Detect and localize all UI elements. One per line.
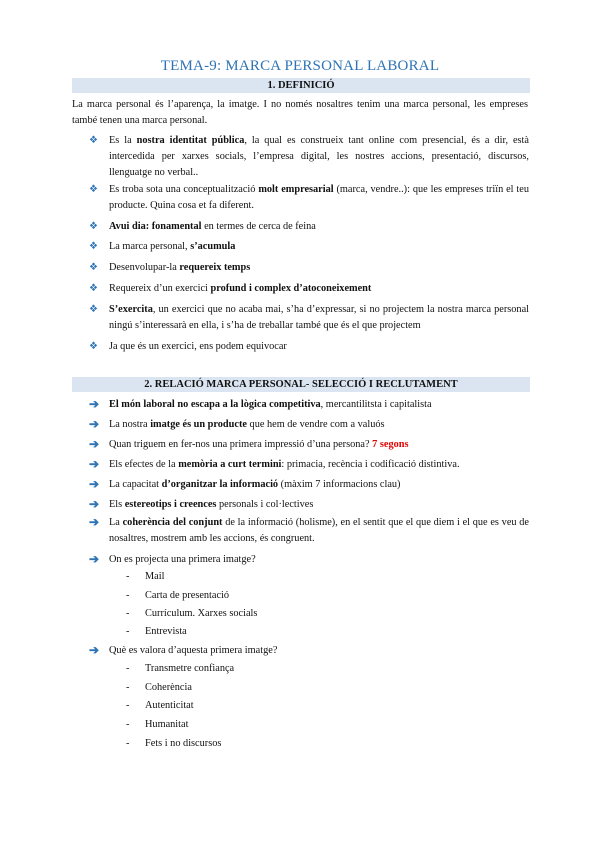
page-title: TEMA-9: MARCA PERSONAL LABORAL — [160, 58, 440, 74]
intro-paragraph: La marca personal és l’aparença, la imatge. I no només nosaltres tenim una marca personal, les empreses també tenen una marca personal. — [72, 99, 528, 126]
list-item: ❖ S’exercita, un exercici que no acaba mai, s’ha d’expressar, si no projectem la nostra marca personal ningú s’interessarà en ella, i s’ha de treballar també que és el que projectem — [89, 304, 529, 331]
diamond-bullet-icon: ❖ — [89, 262, 98, 273]
list-item: ➔ Els efectes de la memòria a curt termini: primacia, recència i codificació distintiva. — [89, 457, 460, 471]
diamond-bullet-icon: ❖ — [89, 283, 98, 294]
diamond-bullet-icon: ❖ — [89, 135, 98, 146]
arrow-bullet-icon: ➔ — [89, 515, 100, 529]
diamond-bullet-icon: ❖ — [89, 304, 98, 315]
document-page: TEMA-9: MARCA PERSONAL LABORAL 1. DEFINICIÓ La marca personal és l’aparença, la imatge. I no només nosaltres tenim una marca personal, les empreses també tenen una marca personal. ❖ Es la nostra identitat pública, la qual es construeix tant online com presencial, és a dir, està intercedida per xarxes socials, l’empresa digital, les nostres accions, presentació, discursos, llenguatge no verbal.. ❖ Es troba sota una conceptualització molt empresarial (marca, vendre..): que les empreses triïn el teu producte. Quina cosa et fa diferent. ❖ Avui dia: fonamental en termes de cerca de feina ❖ La marca personal, s’acumula ❖ Desenvolupar-la requereix temps ❖ Requereix d’un exercici profund i complex d’atoconeixement ❖ S’exercita, un exercici que no acaba mai, s’ha d’expressar, si no projectem la nostra marca personal ningú s’interessarà en ella, i s’ha de treballar també que és el que projectem ❖ Ja que és un exercici, ens podem equivocar 2. RELACIÓ MARCA PERSONAL- SELECCIÓ I RECLUTAMENT ➔ El món laboral no escapa a la lògica competitiva, mercantilitsta i capitalista ➔ La nostra imatge és un producte que hem de vendre com a valuós ➔ Quan triguem en fer-nos una primera impressió d’una persona? 7 segons ➔ Els efectes de la memòria a curt termini: primacia, recència i codificació distintiva. ➔ La capacitat d’organitzar la informació (màxim 7 informacions clau) ➔ Els estereotips i creences personals i col·lectives ➔ La coherència del conjunt de la informació (holisme), en el sentit que el que diem i el que es veu de nosaltres, mostrem amb les accions, és congruent. ➔ On es projecta una primera imatge? - Mail - Carta de presentació - Currículum. Xarxes socials - Entrevista ➔ Què es valora d’aquesta primera imatge? - Transmetre confiança - Coherència - Autenticitat - Humanitat - Fets i no discursos — [0, 0, 600, 848]
arrow-bullet-icon: ➔ — [89, 437, 100, 451]
diamond-bullet-icon: ❖ — [89, 241, 98, 252]
list-item: ❖ Es troba sota una conceptualització molt empresarial (marca, vendre..): que les empreses triïn el teu producte. Quina cosa et fa diferent. — [89, 184, 529, 211]
arrow-bullet-icon: ➔ — [89, 477, 100, 491]
list-item: ❖ Desenvolupar-la requereix temps — [89, 260, 529, 276]
arrow-bullet-icon: ➔ — [89, 457, 100, 471]
arrow-bullet-icon: ➔ — [89, 497, 100, 511]
list-item: ➔ Els estereotips i creences personals i col·lectives — [89, 497, 314, 511]
list-item: ➔ La nostra imatge és un producte que hem de vendre com a valuós — [89, 417, 385, 431]
arrow-bullet-icon: ➔ — [89, 643, 100, 657]
list-item: ❖ La marca personal, s’acumula — [89, 239, 529, 255]
list-item: ➔ Quan triguem en fer-nos una primera impressió d’una persona? 7 segons — [89, 437, 409, 451]
list-item: ❖ Ja que és un exercici, ens podem equivocar — [89, 339, 529, 355]
list-item: ➔ On es projecta una primera imatge? — [89, 552, 256, 566]
diamond-bullet-icon: ❖ — [89, 221, 98, 232]
list-item: ❖ Requereix d’un exercici profund i complex d’atoconeixement — [89, 281, 529, 297]
list-item: ➔ La capacitat d’organitzar la informació (màxim 7 informacions clau) — [89, 477, 401, 491]
highlight-seconds: 7 segons — [372, 439, 409, 450]
arrow-bullet-icon: ➔ — [89, 552, 100, 566]
list-item: ❖ Avui dia: fonamental en termes de cerca de feina — [89, 219, 529, 235]
diamond-bullet-icon: ❖ — [89, 184, 98, 195]
diamond-bullet-icon: ❖ — [89, 341, 98, 352]
list-item: ❖ Es la nostra identitat pública, la qual es construeix tant online com presencial, és a dir, està intercedida per xarxes socials, l’empresa digital, les nostres accions, presentació, discursos, llenguatge no verbal.. — [89, 135, 529, 178]
list-item: ➔ El món laboral no escapa a la lògica competitiva, mercantilitsta i capitalista — [89, 397, 432, 411]
section-heading-relacio: 2. RELACIÓ MARCA PERSONAL- SELECCIÓ I RECLUTAMENT — [72, 377, 530, 392]
list-item: ➔ Què es valora d’aquesta primera imatge? — [89, 643, 278, 657]
arrow-bullet-icon: ➔ — [89, 397, 100, 411]
section-heading-definicio: 1. DEFINICIÓ — [72, 78, 530, 93]
list-item: ➔ La coherència del conjunt de la informació (holisme), en el sentit que el que diem i el que es veu de nosaltres, mostrem amb les accions, és congruent. — [89, 515, 529, 544]
arrow-bullet-icon: ➔ — [89, 417, 100, 431]
